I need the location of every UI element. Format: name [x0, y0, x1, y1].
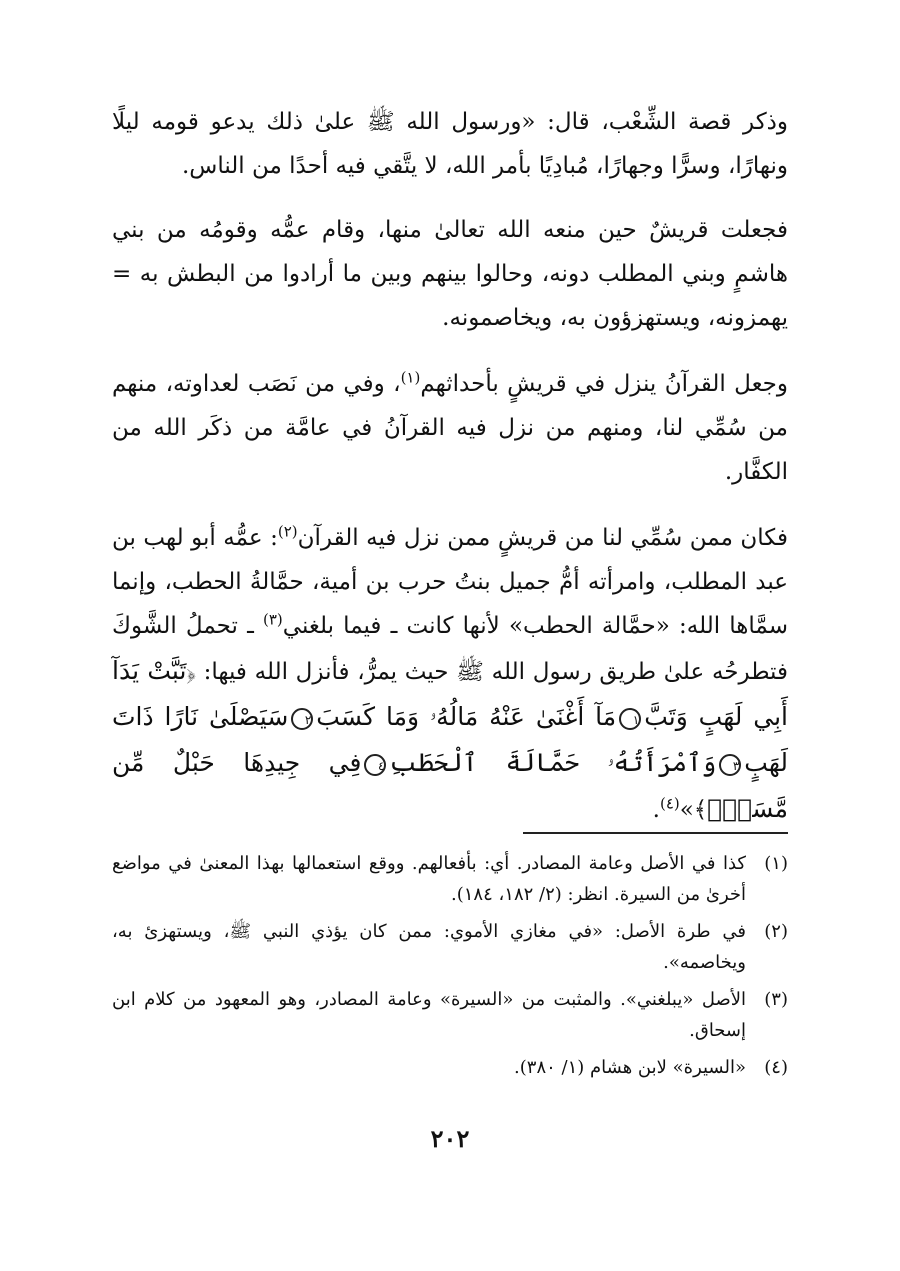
footnote-3: [112, 984, 788, 1046]
quran-verse-5: فِي جِيدِهَا حَبْلٌ مِّن مَّسَدٍۭ: [112, 748, 788, 823]
ayah-number-2: ٢: [291, 708, 313, 730]
footnote-separator: [523, 832, 788, 834]
footnote-text: كذا في الأصل وعامة المصادر. أي: بأفعالهم. ووقع استعمالها بهذا المعنىٰ في مواضع أخرىٰ من السيرة. انظر: (٢/ ١٨٢، ١٨٤).: [112, 853, 746, 905]
paragraph-4-seg1: فكان ممن سُمِّي لنا من قريشٍ ممن نزل فيه القرآن: [297, 525, 788, 551]
paragraph-3: [112, 362, 788, 494]
quran-verse-2: مَآ أَغْنَىٰ عَنْهُ مَالُهُۥ وَمَا كَسَبَ: [316, 702, 617, 731]
footnote-text: في طرة الأصل: «في مغازي الأموي: ممن كان يؤذي النبي ﷺ، ويستهزئ به، ويخاصمه».: [112, 921, 746, 973]
paragraph-4: [112, 516, 788, 832]
footnote-number: (١): [764, 853, 788, 874]
footnote-number: (٤): [764, 1057, 788, 1078]
paragraph-1-text: وذكر قصة الشِّعْب، قال: «ورسول الله ﷺ علىٰ ذلك يدعو قومه ليلًا ونهارًا، وسرًّا وجهارًا، مُبادِيًا بأمر الله، لا يتَّقي فيه أحدًا من الناس.: [112, 109, 788, 179]
paragraph-4-seg2: : عمُّه أبو لهب بن عبد المطلب، وامرأته أمُّ جميل بنتُ حرب بن أمية، حمَّالةُ الحطب، وإنما سمَّاها الله: «حمَّالة الحطب» لأنها كانت ـ فيما بلغني: [112, 525, 788, 639]
footnote-text: الأصل «يبلغني». والمثبت من «السيرة» وعامة المصادر، وهو المعهود من كلام ابن إسحاق.: [112, 989, 746, 1041]
paragraph-2: [112, 208, 788, 340]
quran-verse-1: تَبَّتْ يَدَآ أَبِي لَهَبٍ وَتَبَّ: [112, 656, 788, 731]
footnote-ref-4: (٤): [659, 794, 680, 813]
footnote-ref-2: (٢): [277, 522, 298, 541]
page-number: ٢٠٢: [430, 1124, 470, 1153]
ayah-number-1: ١: [619, 708, 641, 730]
footnote-4: [112, 1052, 788, 1083]
paragraph-3-after: ، وفي من نَصَب لعداوته، منهم من سُمِّي لنا، ومنهم من نزل فيه القرآنُ في عامَّة من ذكَر الله من الكفَّار.: [112, 371, 788, 485]
quran-verse-3: سَيَصْلَىٰ نَارًا ذَاتَ لَهَبٍ: [112, 702, 788, 777]
footnote-2: [112, 916, 788, 978]
footnote-number: (٢): [764, 921, 788, 942]
ayah-number-4: ٤: [364, 754, 386, 776]
footnote-text: «السيرة» لابن هشام (١/ ٣٨٠).: [514, 1057, 746, 1078]
paragraph-2-text: فجعلت قريشٌ حين منعه الله تعالىٰ منها، وقام عمُّه وقومُه من بني هاشمٍ وبني المطلب دونه، وحالوا بينهم وبين ما أرادوا من البطش به = يهمزونه، ويستهزؤون به، ويخاصمونه.: [112, 217, 788, 331]
quran-verse-4: وَٱمْرَأَتُهُۥ حَمَّالَةَ ٱلْحَطَبِ: [389, 748, 717, 777]
footnote-1: [112, 848, 788, 910]
footnote-number: (٣): [764, 989, 788, 1010]
footnote-ref-1: (١): [400, 368, 421, 387]
paragraph-4-end: .: [652, 797, 660, 823]
footnote-ref-3: (٣): [263, 610, 283, 629]
ayah-number-3: ٣: [719, 754, 741, 776]
footnotes: [112, 848, 788, 1089]
paragraph-4-seg3: ـ تحملُ الشَّوكَ فتطرحُه علىٰ طريق رسول الله ﷺ حيث يمرُّ، فأنزل الله فيها: ﴿: [112, 613, 788, 685]
main-text: [112, 100, 788, 854]
paragraph-4-seg4: ﴾»: [679, 797, 708, 823]
paragraph-1: [112, 100, 788, 188]
paragraph-3-before: وجعل القرآنُ ينزل في قريشٍ بأحداثهم: [420, 371, 788, 397]
